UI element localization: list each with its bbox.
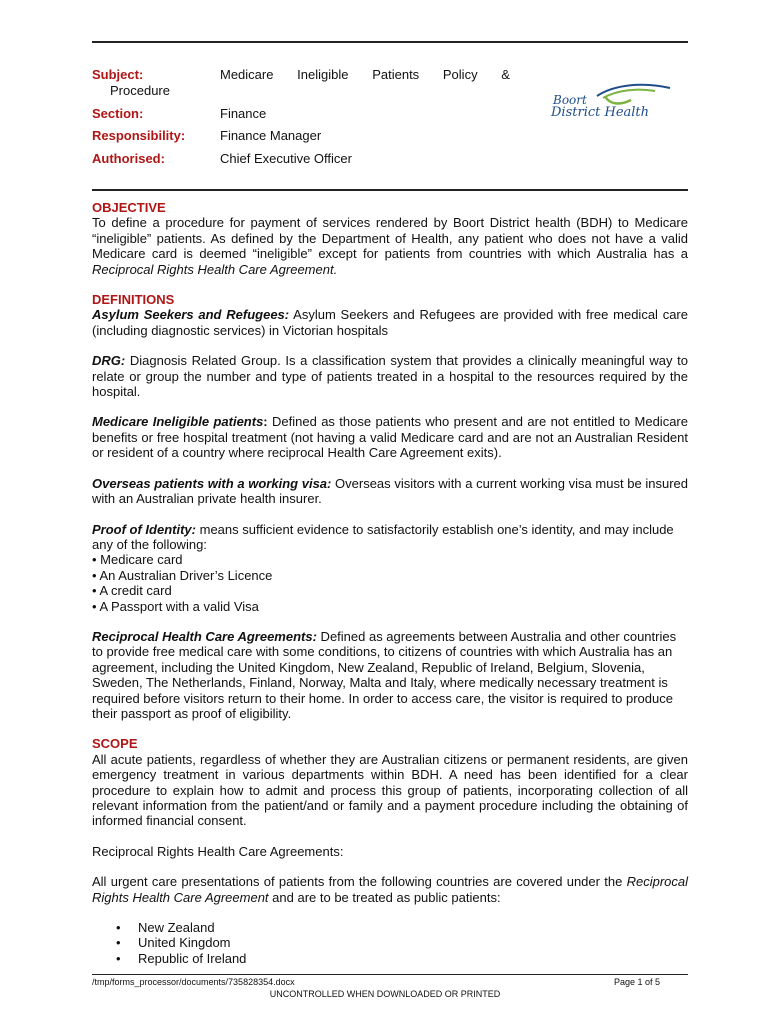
scope-heading: SCOPE	[92, 736, 138, 752]
footer-notice: UNCONTROLLED WHEN DOWNLOADED OR PRINTED	[269, 989, 501, 999]
subject-word: Medicare	[220, 67, 274, 82]
definition-medicare-ineligible: Medicare Ineligible patients: Defined as those patients who present and are not entitled to Medicare benefits or free hospital treatment (not having a valid Medicare card and are not an Australian Resident or resident of a country where reciprocal Health Care Agreement exits).	[92, 414, 688, 461]
logo-text-district-health: District Health	[551, 105, 650, 120]
country-list	[92, 920, 688, 966]
subject-word: Policy	[442, 67, 478, 82]
list-item: • New Zealand	[138, 920, 688, 935]
subject-value	[220, 67, 510, 83]
footer-file-path: /tmp/forms_processor/documents/735828354.docx	[92, 977, 295, 987]
proof-list	[92, 552, 688, 614]
list-item: • An Australian Driver’s Licence	[92, 567, 273, 583]
logo-text-boort: Boort	[553, 93, 587, 107]
responsibility-label: Responsibility:	[92, 128, 186, 143]
footer-page-number: Page 1 of 5	[613, 977, 660, 987]
subject-word: Ineligible	[297, 67, 349, 82]
definitions-heading: DEFINITIONS	[92, 292, 175, 308]
definition-proof-of-identity: Proof of Identity: means sufficient evidence to satisfactorily establish one’s identity, and may include any of the following:	[92, 521, 674, 552]
section-value: Finance	[220, 106, 267, 121]
header-bottom-rule	[92, 189, 688, 191]
document-body	[92, 200, 688, 966]
definition-asylum: Asylum Seekers and Refugees: Asylum Seekers and Refugees are provided with free medical care (including diagnostic services) in Victorian hospitals	[92, 307, 688, 338]
list-item: • Medicare card	[92, 552, 183, 568]
list-item: • A credit card	[92, 583, 172, 599]
objective-paragraph: To define a procedure for payment of services rendered by Boort District health (BDH) to Medicare “ineligible” patients. As defined by the Department of Health, any patient who does not have a valid Medicare card is deemed “ineligible” except for patients from countries with which Australia has a Reciprocal Rights Health Care Agreement.	[92, 215, 688, 277]
scope-paragraph: All acute patients, regardless of whether they are Australian citizens or permanent residents, are given emergency treatment in various departments within BDH. A need has been identified for a clear procedure to explain how to admit and process this group of patients, incorporating collection of all relevant information from the patient/and or family and a payment procedure including the obtaining of informed financial consent.	[92, 751, 688, 829]
section-label: Section:	[92, 106, 144, 121]
boort-district-health-logo	[545, 82, 675, 124]
scope-urgent-paragraph: All urgent care presentations of patients from the following countries are covered under the Reciprocal Rights Health Care Agreement and are to be treated as public patients:	[92, 874, 688, 905]
subject-word: Patients	[372, 67, 420, 82]
subject-continuation: Procedure	[110, 83, 170, 98]
list-item: • Republic of Ireland	[138, 951, 688, 966]
header-top-rule	[92, 41, 688, 43]
definition-reciprocal: Reciprocal Health Care Agreements: Defined as agreements between Australia and other countries to provide free medical care with some conditions, to citizens of countries with which Australia has an agreement, including the United Kingdom, New Zealand, Republic of Ireland, Belgium, Slovenia, Sweden, The Netherlands, Finland, Norway, Malta and Italy, where medically necessary treatment is required before visitors return to their home. In order to access care, the visitor is required to produce their passport as proof of eligibility.	[92, 628, 677, 721]
subject-label: Subject:	[92, 67, 144, 82]
scope-reciprocal-line: Reciprocal Rights Health Care Agreements:	[92, 843, 344, 859]
definition-overseas: Overseas patients with a working visa: Overseas visitors with a current working visa must be insured with an Australian private health insurer.	[92, 475, 688, 507]
list-item: • A Passport with a valid Visa	[92, 598, 259, 614]
authorised-value: Chief Executive Officer	[220, 151, 352, 166]
responsibility-value: Finance Manager	[220, 128, 322, 143]
objective-heading: OBJECTIVE	[92, 200, 166, 215]
definition-drg: DRG: Diagnosis Related Group. Is a classification system that provides a clinically meaningful way to relate or group the number and type of patients treated in a hospital to the resources required by the hospital.	[92, 353, 688, 400]
subject-word: &	[501, 67, 510, 82]
list-item: • United Kingdom	[138, 935, 688, 950]
authorised-label: Authorised:	[92, 151, 165, 166]
footer-rule	[92, 974, 688, 975]
